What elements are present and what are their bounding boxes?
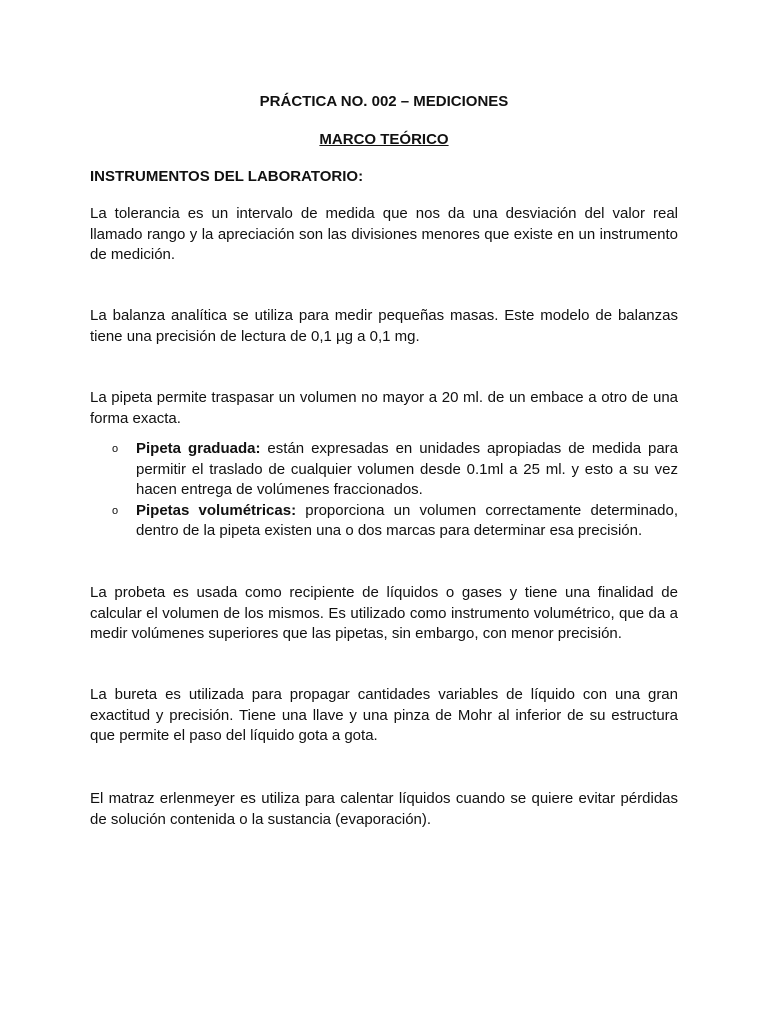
document-title: PRÁCTICA NO. 002 – MEDICIONES (259, 93, 509, 110)
list-item (90, 439, 678, 501)
pipette-types-list (90, 439, 678, 542)
section-heading: INSTRUMENTOS DEL LABORATORIO: (90, 168, 364, 185)
bullet-icon: o (112, 443, 119, 455)
section-subtitle: MARCO TEÓRICO (319, 131, 449, 148)
paragraph-erlenmeyer: El matraz erlenmeyer es utiliza para calentar líquidos cuando se quiere evitar pérdidas de solución contenida o la sustancia (evaporación). (90, 790, 678, 828)
list-item (90, 501, 678, 542)
paragraph-pipette: La pipeta permite traspasar un volumen no mayor a 20 ml. de un embace a otro de una forma exacta. (90, 389, 678, 427)
list-item-text: están expresadas en unidades apropiadas de medida para permitir el traslado de cualquier volumen desde 0.1ml a 25 ml. y esto a su vez hacen entrega de volúmenes fraccionados. (136, 440, 679, 498)
list-item-term: Pipetas volumétricas: (136, 501, 297, 519)
list-item-text: proporciona un volumen correctamente determinado, dentro de la pipeta existen una o dos marcas para determinar esa precisión. (136, 501, 678, 539)
paragraph-balance: La balanza analítica se utiliza para medir pequeñas masas. Este modelo de balanzas tiene una precisión de lectura de 0,1 µg a 0,1 mg. (90, 307, 678, 345)
bullet-icon: o (112, 504, 119, 517)
paragraph-burette: La bureta es utilizada para propagar cantidades variables de líquido con una gran exactitud y precisión. Tiene una llave y una pinza de Mohr al inferior de su estructura que permite el paso del líquido gota a gota. (90, 686, 678, 744)
paragraph-graduated-cylinder: La probeta es usada como recipiente de líquidos o gases y tiene una finalidad de calcular el volumen de los mismos. Es utilizado como instrumento volumétrico, que da a medir volúmenes superiores que las pipetas, sin embargo, con menor precisión. (90, 584, 678, 642)
list-item-term: Pipeta graduada: (136, 440, 261, 457)
paragraph-tolerance: La tolerancia es un intervalo de medida que nos da una desviación del valor real llamado rango y la apreciación son las divisiones menores que existe en un instrumento de medición. (90, 205, 678, 263)
